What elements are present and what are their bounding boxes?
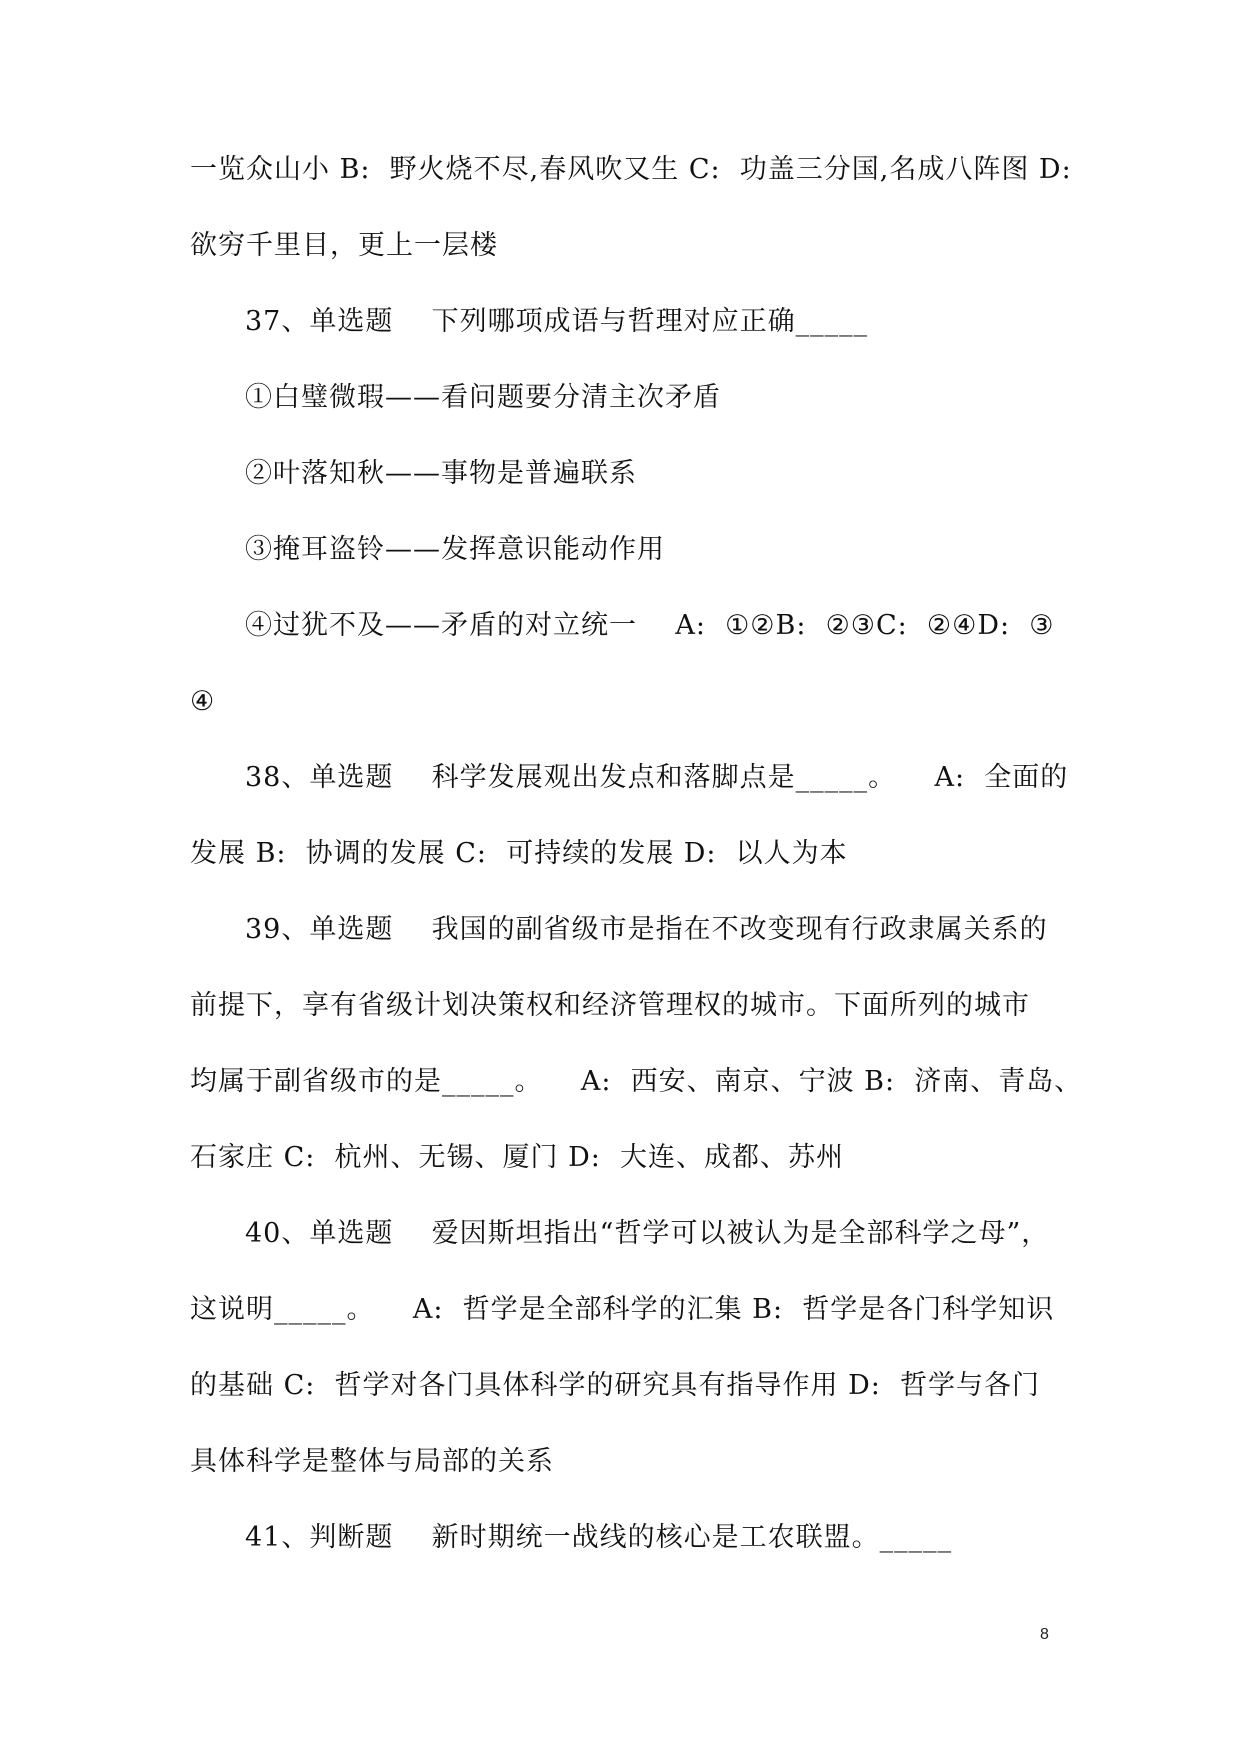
question-40-heading: 40、单选题 爱因斯坦指出“哲学可以被认为是全部科学之母”，: [245, 1218, 1050, 1249]
text-line: 一览众山小 B: 野火烧不尽,春风吹又生 C: 功盖三分国,名成八阵图 D:: [190, 154, 1072, 185]
text-line: ④: [190, 686, 216, 717]
text-line: 石家庄 C: 杭州、无锡、厦门 D: 大连、成都、苏州: [190, 1142, 844, 1173]
page-number: 8: [1040, 1626, 1049, 1643]
text-line: 欲穷千里目，更上一层楼: [190, 230, 498, 261]
question-37-item-2: ②叶落知秋——事物是普遍联系: [245, 458, 637, 489]
text-line: 这说明_____。 A: 哲学是全部科学的汇集 B: 哲学是各门科学知识: [190, 1294, 1055, 1325]
question-38-heading: 38、单选题 科学发展观出发点和落脚点是_____。 A: 全面的: [245, 762, 1069, 793]
question-37-heading: 37、单选题 下列哪项成语与哲理对应正确_____: [245, 306, 869, 337]
question-37-item-4: ④过犹不及——矛盾的对立统一 A: ①②B: ②③C: ②④D: ③: [245, 610, 1055, 641]
text-line: 前提下，享有省级计划决策权和经济管理权的城市。下面所列的城市: [190, 990, 1030, 1021]
question-37-item-3: ③掩耳盗铃——发挥意识能动作用: [245, 534, 665, 565]
text-line: 均属于副省级市的是_____。 A: 西安、南京、宁波 B: 济南、青岛、: [190, 1066, 1083, 1097]
text-line: 的基础 C: 哲学对各门具体科学的研究具有指导作用 D: 哲学与各门: [190, 1370, 1040, 1401]
text-line: 发展 B: 协调的发展 C: 可持续的发展 D: 以人为本: [190, 838, 848, 869]
text-line: 具体科学是整体与局部的关系: [190, 1446, 554, 1477]
question-41-heading: 41、判断题 新时期统一战线的核心是工农联盟。_____: [245, 1522, 953, 1553]
question-39-heading: 39、单选题 我国的副省级市是指在不改变现有行政隶属关系的: [245, 914, 1048, 945]
question-37-item-1: ①白璧微瑕——看问题要分清主次矛盾: [245, 382, 721, 413]
